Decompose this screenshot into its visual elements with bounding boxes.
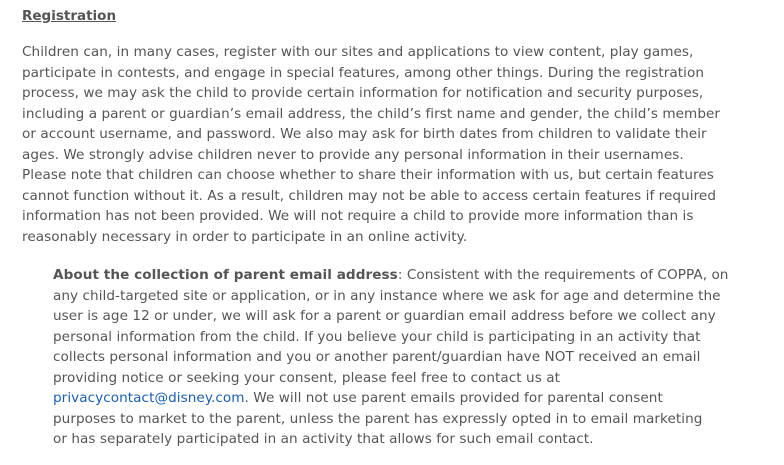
subsection-line: any child-targeted site or application, or in any instance where we ask for age and determine the [53,287,721,304]
paragraph-line: Children can, in many cases, register with our sites and applications to view content, play games, [22,44,694,60]
subsection-first-line [53,265,773,286]
subsection-line: providing notice or seeking your consent, please feel free to contact us at [53,369,560,386]
paragraph-line: ages. We strongly advise children never to provide any personal information in their usernames. [22,146,684,163]
paragraph-line: information has not been provided. We will not require a child to provide more information than is [22,208,694,224]
paragraph-line: reasonably necessary in order to participate in an online activity. [22,228,468,245]
privacy-contact-email-link[interactable]: privacycontact@disney.com [53,390,245,406]
subsection-email-line [53,388,773,409]
paragraph-line: participate in contests, and engage in special features, among other things. During the registration [22,64,704,81]
subsection-title: About the collection of parent email address [53,267,398,283]
subsection-line: personal information from the child. If you believe your child is participating in an activity that [53,328,701,345]
paragraph-line: cannot function without it. As a result, children may not be able to access certain features if required [22,187,717,204]
paragraph-line: including a parent or guardian’s email address, the child’s first name and gender, the child’s member [22,105,721,122]
paragraph-line: or account username, and password. We also may ask for birth dates from children to validate their [22,126,707,142]
subsection-line: or has separately participated in an activity that allows for such email contact. [53,431,594,447]
subsection-title-rest: : Consistent with the requirements of COPPA, on [397,267,729,283]
paragraph-line: process, we may ask the child to provide certain information for notification and security purposes, [22,85,704,101]
registration-paragraph [22,42,762,247]
section-heading: Registration [22,8,117,24]
subsection-line: collects personal information and you or another parent/guardian have NOT received an email [53,349,701,365]
subsection-line: purposes to market to the parent, unless the parent has expressly opted in to email marketing [53,410,703,427]
paragraph-line: Please note that children can choose whether to share their information with us, but certain features [22,167,714,183]
after-email-text: . We will not use parent emails provided for parental consent [244,390,663,406]
parent-email-subsection [53,265,773,450]
subsection-line: user is age 12 or under, we will ask for a parent or guardian email address before we collect any [53,308,716,324]
